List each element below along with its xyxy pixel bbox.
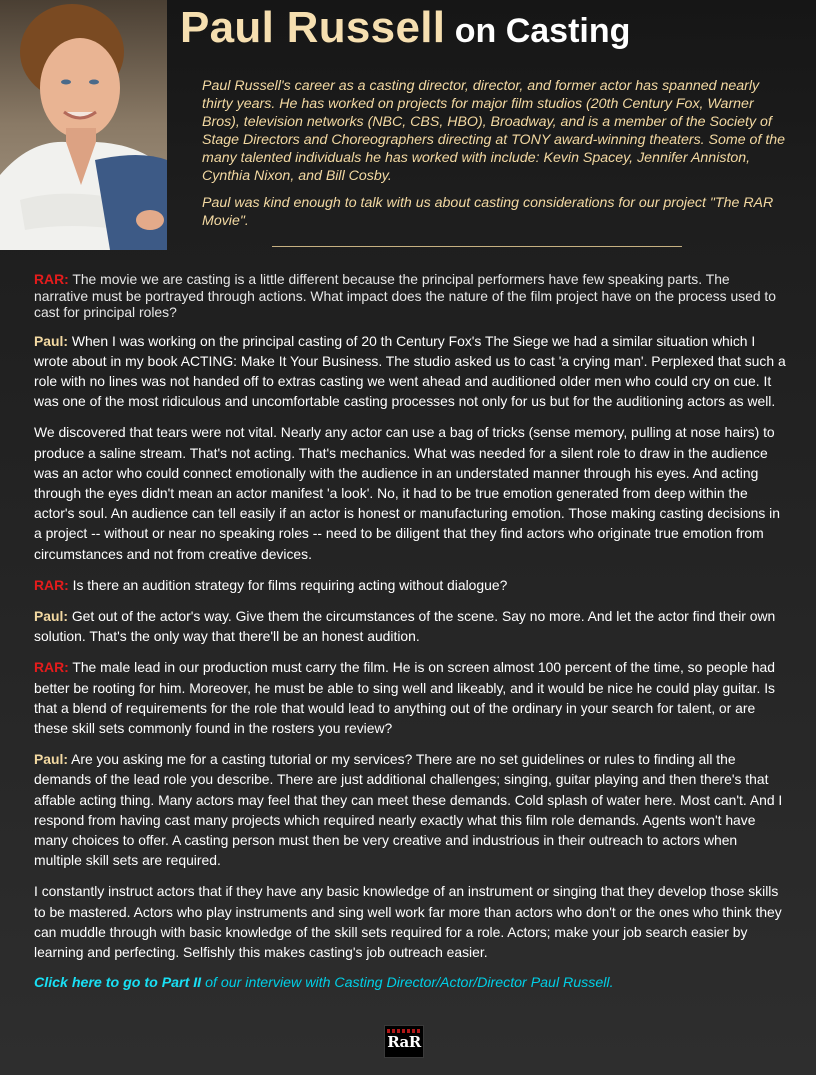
intro-paragraph-2: Paul was kind enough to talk with us about casting considerations for our project "The RAR Movie". <box>202 195 774 229</box>
answer-3-text: Are you asking me for a casting tutorial or my services? There are no set guidelines or rules to finding all the demands of the lead role you describe. There are just additional challenges; singing, guitar playing and then there's that affable acting thing. Many actors may feel that they can meet these demands. Cold splash of water here. Most can't. And I respond from having cast many projects which required nearly exactly what this film role demands. Agents won't have many choices to offer. A casting person must then be very creative and industrious in their outreach to actors when multiple skill sets are required. <box>34 751 783 869</box>
title-name: Paul Russell <box>180 3 446 52</box>
interview <box>34 271 786 993</box>
title-suffix-text: on Casting <box>454 12 631 50</box>
question-2-text: Is there an audition strategy for films requiring acting without dialogue? <box>72 576 508 593</box>
answer-3 <box>34 749 786 870</box>
speaker-label-rar: RAR: <box>34 576 69 593</box>
speaker-label-rar: RAR: <box>34 271 69 287</box>
answer-3-continued: I constantly instruct actors that if they have any basic knowledge of an instrument or singing that they develop those skills to be mastered. Actors who play instruments and sing well work far more than actors who don't or the ones who think they can muddle through with basic knowledge of the skill sets required for a role. Actors; make your job search easier by learning and perfecting. Selfishly this makes casting's job outreach easier. <box>34 883 782 960</box>
answer-1-continued: We discovered that tears were not vital. Nearly any actor can use a bag of tricks (sense memory, pulling at nose hairs) to produce a saline stream. That's not acting. That's mechanics. What was needed for a silent role to draw in the audience was an actor who could connect emotionally with the audience in an understated manner through his eyes. And acting through the eyes didn't mean an actor manifest 'a look'. No, it had to be true emotion generated from deep within the actor's soul. An audience can tell easily if an actor is honest or manufacturing emotion. Those making casting decisions in a project -- without or near no speaking roles -- need to be diligent that they find actors who originate true emotion from circumstances and not from creative devices. <box>34 424 780 562</box>
question-1-text: The movie we are casting is a little different because the principal performers have few speaking parts. The narrative must be portrayed through actions. What impact does the nature of the film project have on the process used to cast for principal roles? <box>34 271 777 320</box>
page-title <box>180 3 631 52</box>
speaker-label-rar: RAR: <box>34 659 69 676</box>
portrait-illustration <box>0 0 167 250</box>
answer-1 <box>34 331 786 412</box>
question-3 <box>34 657 786 738</box>
intro <box>202 77 787 239</box>
rar-logo[interactable] <box>384 1025 424 1058</box>
part-two-link-line <box>34 973 786 993</box>
answer-2 <box>34 606 786 646</box>
speaker-label-paul: Paul: <box>34 751 68 768</box>
title-suffix <box>445 12 630 50</box>
title-block <box>180 3 631 52</box>
answer-1-text: When I was working on the principal casting of 20 th Century Fox's The Siege we had a similar situation which I wrote about in my book ACTING: Make It Your Business. The studio asked us to cast 'a crying man'. Perplexed that such a role with no lines was not handed off to extras casting we went ahead and auditioned older men who could cry on cue. It was one of the most ridiculous and uncomfortable casting processes not only for us but for the auditioning actors as well. <box>34 332 786 410</box>
answer-2-text: Get out of the actor's way. Give them the circumstances of the scene. Say no more. And let the actor find their own solution. That's the only way that there'll be an honest audition. <box>34 607 776 645</box>
portrait-photo <box>0 0 167 250</box>
question-2 <box>34 575 786 595</box>
part-two-link[interactable]: Click here to go to Part II <box>34 975 202 992</box>
intro-paragraph-1: Paul Russell's career as a casting director, director, and former actor has spanned nearly thirty years. He has worked on projects for major film studios (20th Century Fox, Warner Bros), television networks (NBC, CBS, HBO), Broadway, and is a member of the Society of Stage Directors and Choreographers directing at TONY award-winning theaters. Some of the many talented individuals he has worked with include: Kevin Spacey, Jennifer Anniston, Cynthia Nixon, and Bill Cosby. <box>202 78 786 184</box>
speaker-label-paul: Paul: <box>34 332 68 349</box>
divider <box>272 246 682 247</box>
header <box>0 0 816 258</box>
part-two-link-suffix: of our interview with Casting Director/Actor/Director Paul Russell. <box>201 975 614 992</box>
question-1 <box>34 271 786 321</box>
speaker-label-paul: Paul: <box>34 607 68 624</box>
logo-text: RaR <box>387 1033 421 1051</box>
question-3-text: The male lead in our production must carry the film. He is on screen almost 100 percent of the time, so people had better be rooting for him. Moreover, he must be able to sing well and likeably, and it would be nice he could play guitar. Is that a blend of requirements for the role that would lead to anything out of the ordinary in your search for talent, or are these skill sets commonly found in the rosters you review? <box>34 659 775 736</box>
